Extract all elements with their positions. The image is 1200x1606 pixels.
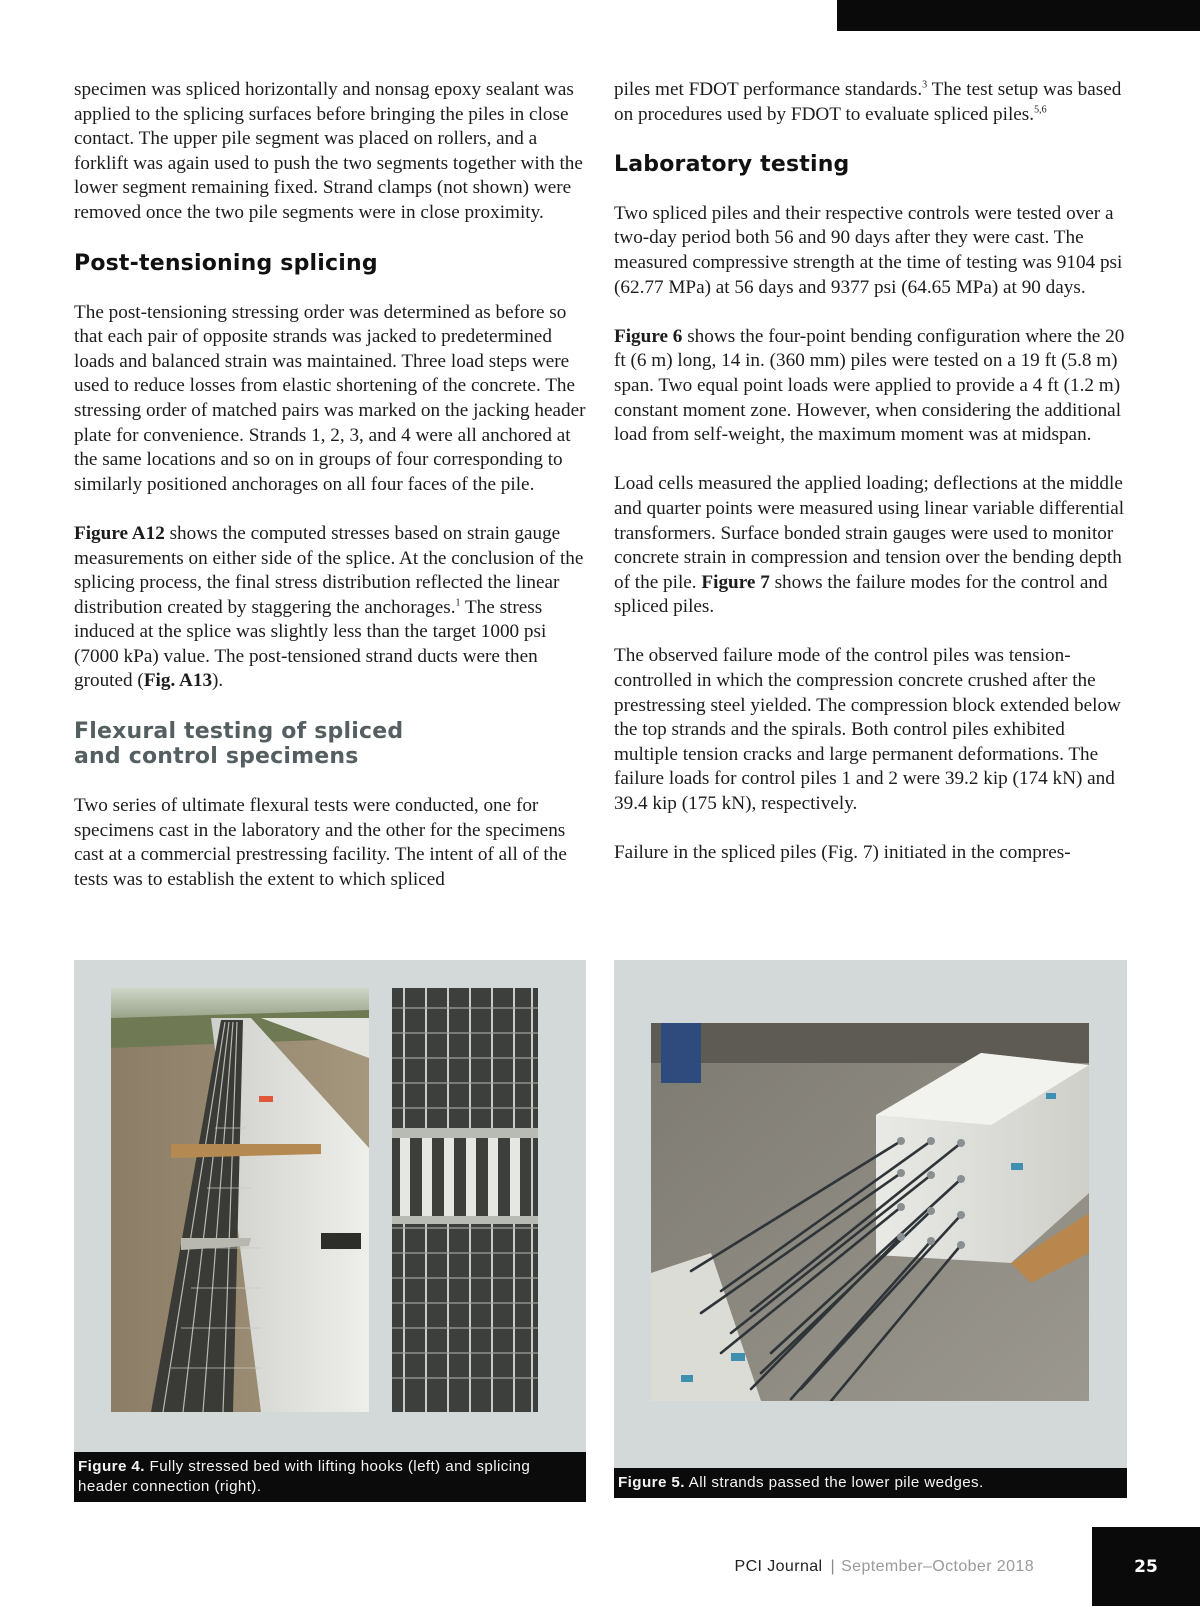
footer <box>735 1558 1034 1576</box>
paragraph: Two spliced piles and their respective controls were tested over a two-day period both 56 and 90 days after they were cast. The measured compressive strength at the time of testing was 9104 psi (62.77 MPa) at 56 days and 9377 psi (64.65 MPa) at 90 days. <box>614 202 1123 298</box>
paragraph: The observed failure mode of the control piles was tension-controlled in which the compression concrete crushed after the prestressing steel yielded. The compression block extended below the top strands and the spirals. Both control piles exhibited multiple tension cracks and large permanent deformations. The failure loads for control piles 1 and 2 were 39.2 kip (174 kN) and 39.4 kip (175 kN), respectively. <box>614 645 1121 815</box>
pile-strands-image <box>651 1023 1089 1401</box>
issue-date: September–October 2018 <box>841 1558 1034 1575</box>
paragraph: specimen was spliced horizontally and nonsag epoxy sealant was applied to the splicing surfaces before bringing the piles in close contact. The upper pile segment was placed on rollers, and a forklift was again used to push the two segments together with the lower segment remaining fixed. Strand clamps (not shown) were removed once the two pile segments were in close proximity. <box>74 79 583 223</box>
figure-reference: Figure 7 <box>701 571 770 593</box>
footer-separator: | <box>830 1558 836 1575</box>
paragraph: Two series of ultimate flexural tests were conducted, one for specimens cast in the laboratory and the other for the specimens cast at a commercial prestressing facility. The intent of all of the tests was to establish the extent to which spliced <box>74 795 567 890</box>
journal-name: PCI Journal <box>734 1558 823 1575</box>
page-number-box <box>1092 1527 1200 1606</box>
photo-splicing-header <box>392 988 538 1412</box>
paragraph: The post-tensioning stressing order was determined as before so that each pair of opposite strands was jacked to predetermined loads and balanced strain was maintained. Three load steps were used to reduce losses from elastic shortening of the concrete. The stressing order of matched pairs was marked on the jacking header plate for convenience. Strands 1, 2, 3, and 4 were all anchored at the same locations and so on in groups of four corresponding to similarly positioned anchorages on all four faces of the pile. <box>74 301 586 495</box>
photo-stressing-bed <box>111 988 369 1412</box>
section-heading-flexural-testing: Flexural testing of spliced and control specimens <box>74 719 404 770</box>
paragraph: Figure A12 shows the computed stresses based on strain gauge measurements on either side of the splice. At the conclusion of the splicing process, the final stress distribution reflected the linear distribution created by staggering the anchorages.$^1$ The stress induced at the splice was slightly less than the target 1000 psi (7000 kPa) value. The post-tensioned strand ducts were then grouted (Fig. A13). <box>74 522 584 692</box>
figure-label: Figure 5. <box>618 1474 685 1491</box>
figure-label: Figure 4. <box>78 1458 145 1475</box>
paragraph: Load cells measured the applied loading; deflections at the middle and quarter points were measured using linear variable differential transformers. Surface bonded strain gauges were used to monitor concrete strain in compression and tension over the bending depth of the pile. Figure 7 shows the failure modes for the control and spliced piles. <box>614 473 1125 618</box>
section-heading-post-tensioning: Post-tensioning splicing <box>74 250 378 276</box>
figure-reference: Figure 6 <box>614 325 683 347</box>
figure-reference: Fig. A13 <box>143 670 213 692</box>
page-number: 25 <box>1134 1557 1158 1577</box>
figure-reference: Figure A12 <box>74 522 165 544</box>
photo-strands-through-wedges <box>651 1023 1089 1401</box>
figure-4-caption: Figure 4. Fully stressed bed with lifting hooks (left) and splicing header connection (right). <box>74 1452 586 1502</box>
right-text-column <box>614 78 1128 890</box>
citation: 3 <box>922 79 928 91</box>
citation: 5,6 <box>1034 104 1047 116</box>
figure-4 <box>74 960 586 1502</box>
splicing-header-image <box>392 988 538 1412</box>
section-heading-laboratory-testing: Laboratory testing <box>614 151 850 177</box>
paragraph: piles met FDOT performance standards.$^3$ The test setup was based on procedures used by FDOT to evaluate spliced piles.$^{5,6}$ <box>614 79 1122 125</box>
header-bar <box>837 0 1200 31</box>
paragraph: Figure 6 shows the four-point bending configuration where the 20 ft (6 m) long, 14 in. (360 mm) piles were tested on a 19 ft (5.8 m) span. Two equal point loads were applied to provide a 4 ft (1.2 m) constant moment zone. However, when considering the additional load from self-weight, the maximum moment was at midspan. <box>614 325 1125 446</box>
citation: 1 <box>455 597 461 609</box>
figure-5-caption: Figure 5. All strands passed the lower pile wedges. <box>614 1468 1127 1498</box>
paragraph: Failure in the spliced piles (Fig. 7) initiated in the compres- <box>614 842 1071 864</box>
stressing-bed-image <box>111 988 369 1412</box>
figure-5 <box>614 960 1127 1498</box>
left-text-column <box>74 78 586 917</box>
